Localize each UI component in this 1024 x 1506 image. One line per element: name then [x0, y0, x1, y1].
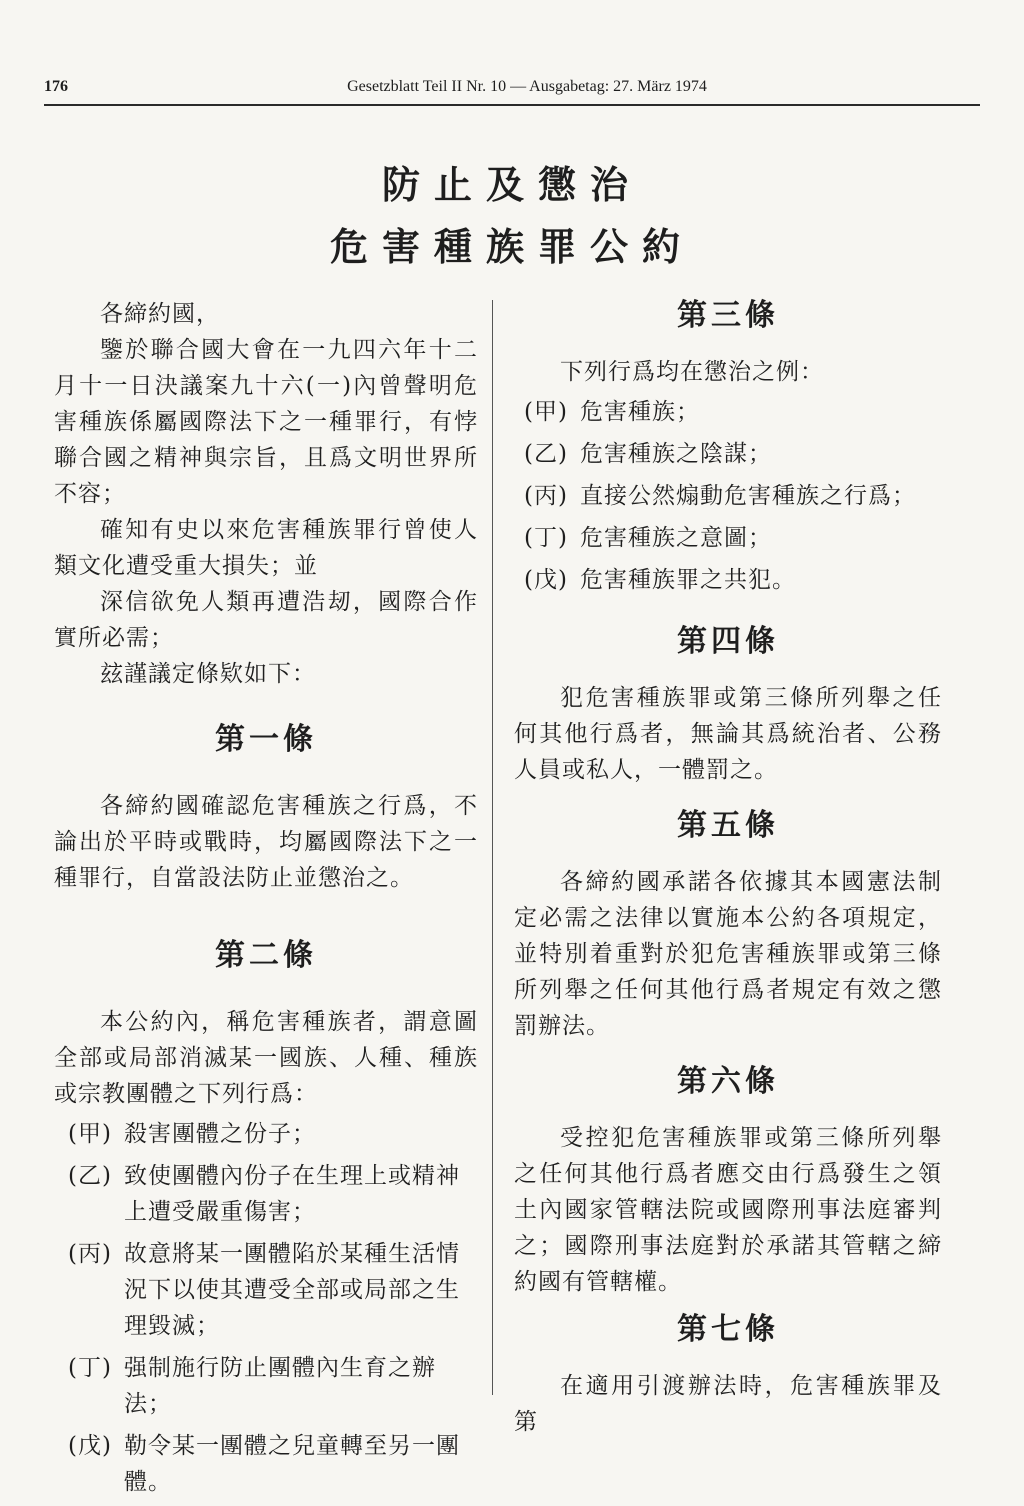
list-item-text: 勒令某一團體之兒童轉至另一團體。 [124, 1433, 460, 1495]
list-item-marker: (甲) [524, 399, 568, 425]
article-7-text: 在適用引渡辦法時，危害種族罪及第 [514, 1373, 942, 1435]
gazette-reference: Gesetzblatt Teil II Nr. 10 — Ausgabetag: 27. März 1974 [347, 78, 707, 95]
list-item [54, 1236, 478, 1344]
list-item-marker: (乙) [524, 441, 568, 467]
preamble-paragraph: 確知有史以來危害種族罪行曾使人類文化遭受重大損失；並 [54, 517, 478, 579]
article-4-heading: 第四條 [677, 624, 779, 659]
document-title-line-2: 危害種族罪公約 [329, 225, 694, 269]
list-item-marker: (丙) [524, 483, 568, 509]
article-2-intro: 本公約內，稱危害種族者，謂意圖全部或局部消滅某一國族、人種、種族或宗教團體之下列行爲： [54, 1009, 478, 1107]
list-item-marker: (甲) [68, 1121, 112, 1147]
list-item [514, 562, 942, 598]
list-item-text: 致使團體內份子在生理上或精神上遭受嚴重傷害； [124, 1163, 460, 1225]
list-item [54, 1428, 478, 1500]
header-divider [44, 104, 980, 106]
article-7-heading: 第七條 [677, 1312, 779, 1347]
left-column [54, 296, 478, 1506]
list-item-text: 危害種族； [580, 399, 700, 425]
list-item-marker: (丙) [68, 1241, 112, 1267]
preamble-paragraph: 深信欲免人類再遭浩刼，國際合作實所必需； [54, 589, 478, 651]
list-item-text: 危害種族罪之共犯。 [580, 567, 796, 593]
article-4-text: 犯危害種族罪或第三條所列舉之任何其他行爲者，無論其爲統治者、公務人員或私人，一體罰之。 [514, 685, 942, 783]
list-item [54, 1158, 478, 1230]
list-item-text: 直接公然煽動危害種族之行爲； [580, 483, 916, 509]
article-2-heading: 第二條 [215, 938, 317, 973]
preamble-paragraph: 各締約國， [100, 301, 220, 327]
list-item-marker: (戊) [524, 567, 568, 593]
preamble-paragraph: 鑒於聯合國大會在一九四六年十二月十一日決議案九十六(一)內曾聲明危害種族係屬國際法下之一種罪行，有悖聯合國之精神與宗旨，且爲文明世界所不容； [54, 337, 478, 507]
list-item [514, 394, 942, 430]
list-item-text: 强制施行防止團體內生育之辦法； [124, 1355, 436, 1417]
list-item-text: 危害種族之陰謀； [580, 441, 772, 467]
page-number: 176 [44, 78, 68, 95]
list-item-marker: (戊) [68, 1433, 112, 1459]
article-3-heading: 第三條 [677, 298, 779, 333]
article-6-text: 受控犯危害種族罪或第三條所列舉之任何其他行爲者應交由行爲發生之領土內國家管轄法院或國際刑事法庭審判之；國際刑事法庭對於承諾其管轄之締約國有管轄權。 [514, 1125, 942, 1295]
list-item-marker: (丁) [68, 1355, 112, 1381]
article-1-text: 各締約國確認危害種族之行爲，不論出於平時或戰時，均屬國際法下之一種罪行，自當設法防止並懲治之。 [54, 793, 478, 891]
list-item-text: 故意將某一團體陷於某種生活情況下以使其遭受全部或局部之生理毀滅； [124, 1241, 460, 1339]
article-6-heading: 第六條 [677, 1064, 779, 1099]
list-item [514, 478, 942, 514]
right-column [514, 296, 942, 1440]
article-1-heading: 第一條 [215, 722, 317, 757]
list-item [514, 520, 942, 556]
list-item-marker: (乙) [68, 1163, 112, 1189]
column-divider [492, 300, 493, 1395]
page-header [44, 78, 980, 102]
article-5-heading: 第五條 [677, 808, 779, 843]
list-item [54, 1116, 478, 1152]
list-item-marker: (丁) [524, 525, 568, 551]
article-3-intro: 下列行爲均在懲治之例： [560, 359, 824, 385]
preamble-paragraph: 玆謹議定條欵如下： [100, 661, 316, 687]
list-item-text: 危害種族之意圖； [580, 525, 772, 551]
document-title-line-1: 防止及懲治 [381, 163, 642, 207]
article-5-text: 各締約國承諾各依據其本國憲法制定必需之法律以實施本公約各項規定，並特別着重對於犯危害種族罪或第三條所列舉之任何其他行爲者規定有效之懲罰辦法。 [514, 869, 942, 1039]
list-item [54, 1350, 478, 1422]
list-item [514, 436, 942, 472]
list-item-text: 殺害團體之份子； [124, 1121, 316, 1147]
